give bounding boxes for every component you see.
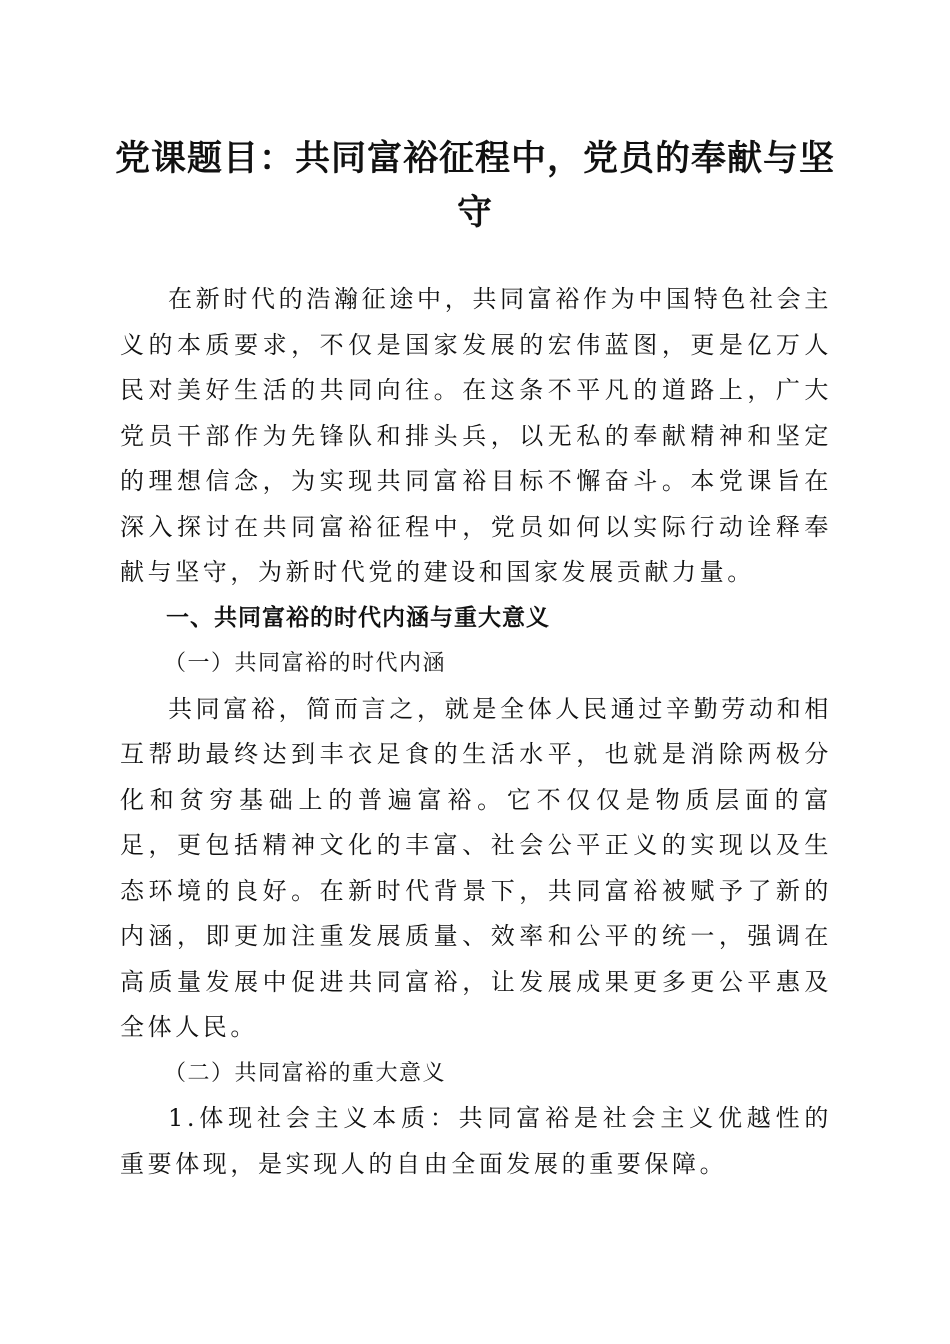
subsection-1-paragraph: 共同富裕，简而言之，就是全体人民通过辛勤劳动和相互帮助最终达到丰衣足食的生活水平，也就是消除两极分化和贫穷基础上的普遍富裕。它不仅仅是物质层面的富足，更包括精神文化的丰富、社会公平正义的实现以及生态环境的良好。在新时代背景下，共同富裕被赋予了新的内涵，即更加注重发展质量、效率和公平的统一，强调在高质量发展中促进共同富裕，让发展成果更多更公平惠及全体人民。 <box>120 694 832 1041</box>
section-heading-1: 一、共同富裕的时代内涵与重大意义 <box>166 604 550 631</box>
subsection-heading-2: （二）共同富裕的重大意义 <box>164 1060 447 1086</box>
document-body <box>120 277 832 1187</box>
list-item-1: 1.体现社会主义本质：共同富裕是社会主义优越性的重要体现，是实现人的自由全面发展的重要保障。 <box>120 1104 832 1178</box>
intro-paragraph: 在新时代的浩瀚征途中，共同富裕作为中国特色社会主义的本质要求，不仅是国家发展的宏伟蓝图，更是亿万人民对美好生活的共同向往。在这条不平凡的道路上，广大党员干部作为先锋队和排头兵，以无私的奉献精神和坚定的理想信念，为实现共同富裕目标不懈奋斗。本党课旨在深入探讨在共同富裕征程中，党员如何以实际行动诠释奉献与坚守，为新时代党的建设和国家发展贡献力量。 <box>120 285 832 586</box>
document-title: 党课题目：共同富裕征程中，党员的奉献与坚守 <box>114 138 835 233</box>
subsection-heading-1: （一）共同富裕的时代内涵 <box>164 651 447 676</box>
